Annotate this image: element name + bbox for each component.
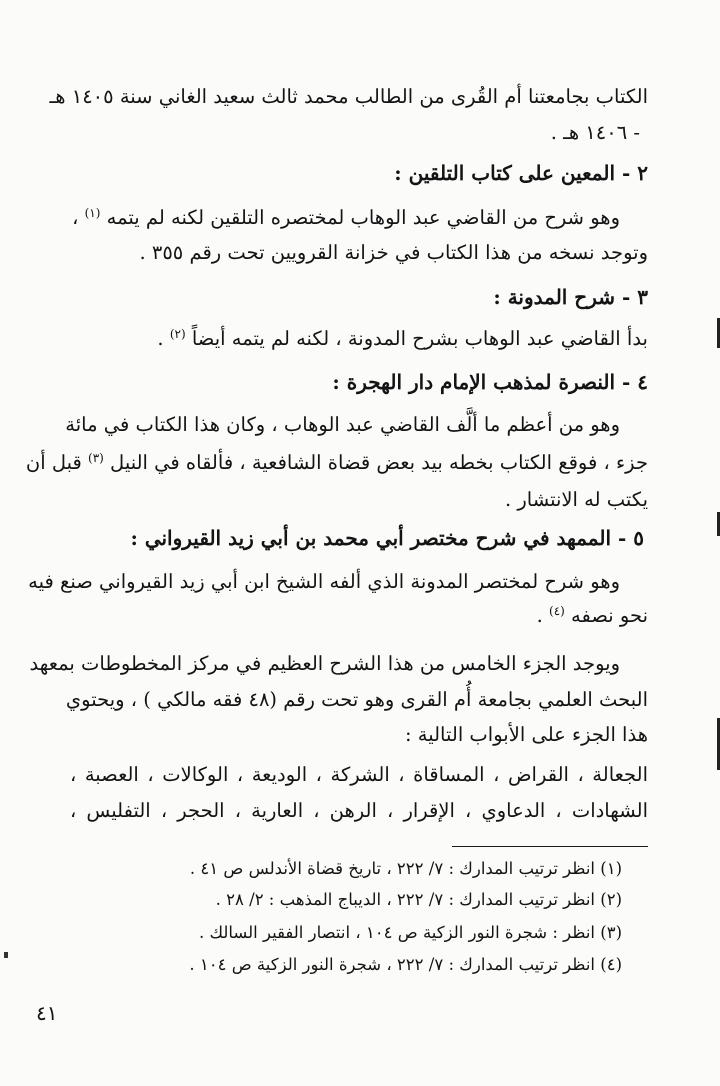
footnote-1: (١) انظر ترتيب المدارك : ٧/ ٢٢٢ ، تاريخ قضاة الأندلس ص ٤١ . xyxy=(189,859,622,878)
section-heading-5: ٥ - الممهد في شرح مختصر أبي محمد بن أبي زيد القيرواني : xyxy=(130,526,644,550)
section-heading-3: ٣ - شرح المدونة : xyxy=(493,285,648,309)
body-line-11: ويوجد الجزء الخامس من هذا الشرح العظيم في مركز المخطوطات بمعهد xyxy=(29,652,620,675)
body-line-5-text: بدأ القاضي عبد الوهاب بشرح المدونة ، لكنه لم يتمه أيضاً xyxy=(191,327,648,350)
body-line-9: وهو شرح لمختصر المدونة الذي ألفه الشيخ ابن أبي زيد القيرواني صنع فيه xyxy=(28,570,620,593)
section-heading-4: ٤ - النصرة لمذهب الإمام دار الهجرة : xyxy=(332,370,648,394)
footnote-2: (٢) انظر ترتيب المدارك : ٧/ ٢٢٢ ، الديباج المذهب : ٢/ ٢٨ . xyxy=(215,890,622,909)
scan-speck xyxy=(4,952,8,958)
footnote-ref-3: (٣) xyxy=(88,451,104,465)
body-line-7-end: قبل أن xyxy=(25,451,82,474)
body-line-3 xyxy=(70,205,620,231)
footnote-ref-4: (٤) xyxy=(549,604,565,618)
body-line-12: البحث العلمي بجامعة أُم القرى وهو تحت رقم (٤٨ فقه مالكي ) ، ويحتوي xyxy=(65,688,648,711)
body-line-3-text: وهو شرح من القاضي عبد الوهاب لمختصره التلقين لكنه لم يتمه xyxy=(106,206,620,229)
footnote-ref-1: (١) xyxy=(84,206,101,220)
body-line-8: يكتب له الانتشار . xyxy=(504,488,648,511)
footnote-3: (٣) انظر : شجرة النور الزكية ص ١٠٤ ، انتصار الفقير السالك . xyxy=(198,923,622,942)
period: . xyxy=(536,604,543,627)
body-line-10 xyxy=(70,603,648,629)
body-line-5 xyxy=(70,326,648,352)
footnote-ref-2: (٢) xyxy=(169,327,186,341)
period: . xyxy=(157,327,164,350)
body-line-7 xyxy=(25,450,648,476)
footnote-4: (٤) انظر ترتيب المدارك : ٧/ ٢٢٢ ، شجرة النور الزكية ص ١٠٤ . xyxy=(189,955,622,974)
body-line-10-text: نحو نصفه xyxy=(571,604,648,627)
body-line-15: الشهادات ، الدعاوي ، الإقرار ، الرهن ، العارية ، الحجر ، التفليس ، xyxy=(70,799,648,822)
body-line-1: الكتاب بجامعتنا أم القُرى من الطالب محمد ثالث سعيد الغاني سنة ١٤٠٥ هـ xyxy=(49,85,648,108)
body-line-2: - ١٤٠٦ هـ . xyxy=(550,121,640,144)
comma: ، xyxy=(72,206,79,229)
section-heading-2: ٢ - المعين على كتاب التلقين : xyxy=(394,161,648,185)
body-line-7-text: جزء ، فوقع الكتاب بخطه بيد بعض قضاة الشافعية ، فألقاه في النيل xyxy=(110,451,648,474)
page-number: ٤١ xyxy=(36,1001,58,1025)
body-line-13: هذا الجزء على الأبواب التالية : xyxy=(405,723,648,746)
body-line-14: الجعالة ، القراض ، المساقاة ، الشركة ، الوديعة ، الوكالات ، العصبة ، xyxy=(70,763,648,786)
body-line-4: وتوجد نسخه من هذا الكتاب في خزانة القرويين تحت رقم ٣٥٥ . xyxy=(139,241,648,264)
footnote-separator xyxy=(452,846,648,847)
body-line-6: وهو من أعظم ما ألَّف القاضي عبد الوهاب ، وكان هذا الكتاب في مائة xyxy=(65,413,620,436)
